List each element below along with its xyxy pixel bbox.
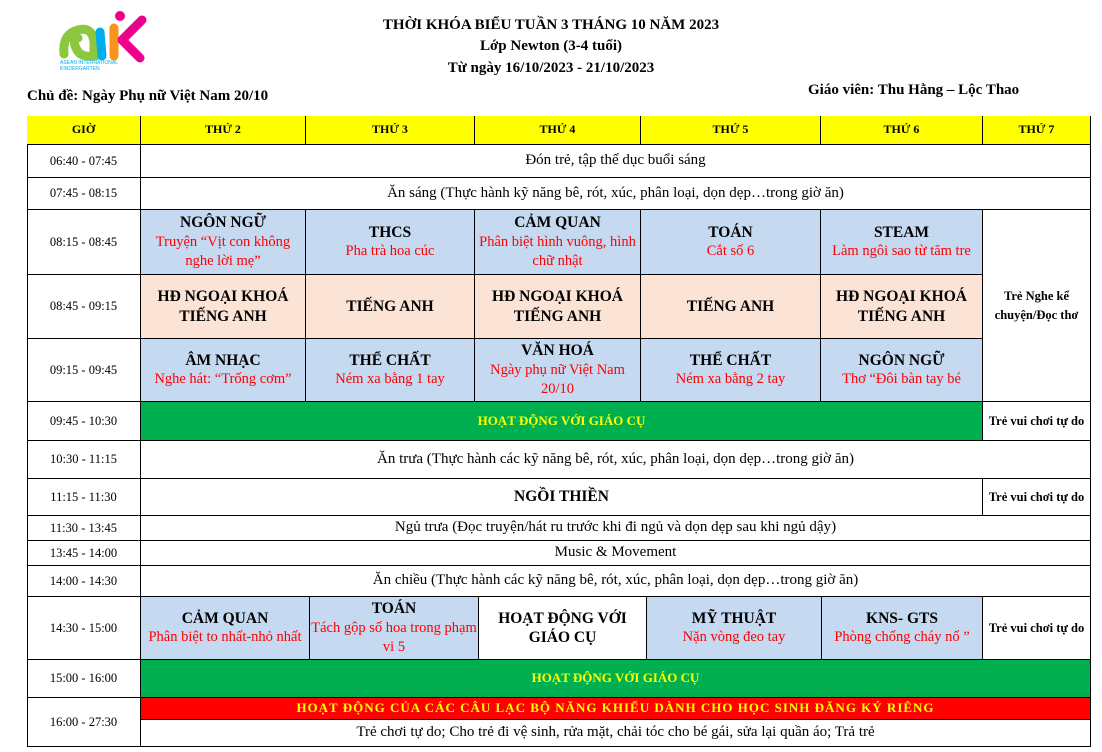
activity-subject: THỂ CHẤT — [689, 351, 772, 369]
activity-subject: THCS — [368, 223, 412, 241]
activity-subject: ÂM NHẠC — [185, 351, 261, 369]
logo-tagline-1: ASEAN INTERNATIONAL — [60, 60, 118, 66]
activity-detail: Ngày phụ nữ Việt Nam 20/10 — [490, 361, 625, 397]
time-cell: 16:00 - 27:30 — [27, 698, 141, 747]
activity-detail: Phân biệt hình vuông, hình chữ nhật — [479, 233, 636, 269]
activity-cell — [641, 339, 821, 402]
header-sat: THỨ 7 — [983, 116, 1091, 145]
activity-detail: Phòng chống cháy nổ ” — [834, 629, 970, 646]
time-cell: 14:30 - 15:00 — [27, 597, 141, 660]
time-cell: 06:40 - 07:45 — [27, 145, 141, 178]
activity-subject: VĂN HOÁ — [521, 342, 594, 360]
activity-cell — [822, 597, 983, 660]
manipulatives-bar: HOẠT ĐỘNG VỚI GIÁO CỤ — [141, 660, 1091, 698]
activity-detail: Pha trà hoa cúc — [345, 243, 435, 260]
activity-detail: Làm ngôi sao từ tăm tre — [832, 243, 971, 260]
activity-detail: Truyện “Vịt con không nghe lời mẹ” — [155, 233, 291, 269]
meditation-cell: NGỒI THIỀN — [141, 479, 983, 516]
english-cell: HĐ NGOẠI KHOÁ TIẾNG ANH — [475, 275, 641, 339]
activity-detail: Phân biệt to nhất-nhỏ nhất — [148, 629, 302, 646]
row-afternoon-snack: Ăn chiều (Thực hành các kỹ năng bê, rót, xúc, phân loại, dọn dẹp…trong giờ ăn) — [141, 566, 1091, 597]
time-cell: 09:45 - 10:30 — [27, 402, 141, 441]
activity-subject: TOÁN — [371, 600, 417, 618]
english-cell: HĐ NGOẠI KHOÁ TIẾNG ANH — [821, 275, 983, 339]
activity-detail: Ném xa bằng 2 tay — [675, 371, 786, 388]
manipulatives-bar: HOẠT ĐỘNG VỚI GIÁO CỤ — [141, 402, 983, 441]
row-free-play-pickup: Trẻ chơi tự do; Cho trẻ đi vệ sinh, rửa mặt, chải tóc cho bé gái, sửa lại quần áo; Trả trẻ — [141, 720, 1091, 747]
activity-cell — [641, 210, 821, 275]
activity-subject: THỂ CHẤT — [349, 351, 431, 369]
clubs-bar: HOẠT ĐỘNG CỦA CÁC CÂU LẠC BỘ NĂNG KHIẾU DÀNH CHO HỌC SINH ĐĂNG KÝ RIÊNG — [141, 698, 1091, 720]
activity-cell — [141, 210, 306, 275]
activity-detail: Ném xa bằng 1 tay — [335, 371, 445, 388]
row-nap: Ngủ trưa (Đọc truyện/hát ru trước khi đi ngủ và dọn dẹp sau khi ngủ dậy) — [141, 516, 1091, 541]
activity-subject: KNS- GTS — [866, 609, 938, 627]
english-cell: HĐ NGOẠI KHOÁ TIẾNG ANH — [141, 275, 306, 339]
header-tue: THỨ 3 — [306, 116, 475, 145]
activity-subject: HOẠT ĐỘNG VỚI GIÁO CỤ — [498, 609, 627, 646]
time-cell: 14:00 - 14:30 — [27, 566, 141, 597]
activity-subject: NGÔN NGỮ — [858, 351, 945, 369]
saturday-morning-cell: Trẻ Nghe kể chuyện/Đọc thơ — [983, 210, 1091, 402]
header-thu: THỨ 5 — [641, 116, 821, 145]
activity-cell — [479, 597, 647, 660]
row-music-movement: Music & Movement — [141, 541, 1091, 566]
activity-cell — [310, 597, 479, 660]
activity-detail: Thơ “Đôi bàn tay bé — [842, 371, 961, 388]
activity-subject: STEAM — [873, 223, 930, 241]
time-cell: 11:15 - 11:30 — [27, 479, 141, 516]
time-cell: 09:15 - 09:45 — [27, 339, 141, 402]
time-cell: 08:15 - 08:45 — [27, 210, 141, 275]
activity-detail: Cắt số 6 — [706, 243, 755, 260]
teacher-label: Giáo viên: Thu Hằng – Lộc Thao — [808, 82, 1020, 98]
activity-cell — [647, 597, 822, 660]
time-cell: 07:45 - 08:15 — [27, 178, 141, 210]
activity-subject: CẢM QUAN — [181, 609, 269, 627]
time-cell: 11:30 - 13:45 — [27, 516, 141, 541]
time-cell: 08:45 - 09:15 — [27, 275, 141, 339]
activity-subject: NGÔN NGỮ — [180, 214, 266, 232]
english-cell: TIẾNG ANH — [306, 275, 475, 339]
activity-subject: TOÁN — [708, 223, 753, 241]
activity-cell — [821, 339, 983, 402]
schedule-title: THỜI KHÓA BIỂU TUẦN 3 THÁNG 10 NĂM 2023 — [382, 17, 720, 33]
time-cell: 13:45 - 14:00 — [27, 541, 141, 566]
time-cell: 10:30 - 11:15 — [27, 441, 141, 479]
row-breakfast: Ăn sáng (Thực hành kỹ năng bê, rót, xúc, phân loại, dọn dẹp…trong giờ ăn) — [141, 178, 1091, 210]
time-cell: 15:00 - 16:00 — [27, 660, 141, 698]
activity-detail: Nghe hát: “Trống cơm” — [154, 371, 292, 388]
row-lunch: Ăn trưa (Thực hành các kỹ năng bê, rót, xúc, phân loại, dọn dẹp…trong giờ ăn) — [141, 441, 1091, 479]
saturday-free-play: Trẻ vui chơi tự do — [983, 479, 1091, 516]
activity-cell — [306, 210, 475, 275]
saturday-free-play: Trẻ vui chơi tự do — [983, 597, 1091, 660]
header-mon: THỨ 2 — [141, 116, 306, 145]
class-name: Lớp Newton (3-4 tuổi) — [479, 38, 623, 54]
activity-cell — [475, 339, 641, 402]
english-cell: TIẾNG ANH — [641, 275, 821, 339]
activity-cell — [141, 339, 306, 402]
activity-detail: Nặn vòng đeo tay — [682, 629, 786, 646]
header-time: GIỜ — [27, 116, 141, 145]
topic-label: Chủ đề: Ngày Phụ nữ Việt Nam 20/10 — [27, 88, 269, 104]
header-fri: THỨ 6 — [821, 116, 983, 145]
activity-detail: Tách gộp số hoa trong phạm vi 5 — [311, 619, 477, 655]
header-wed: THỨ 4 — [475, 116, 641, 145]
activity-cell — [306, 339, 475, 402]
logo-tagline-2: KINDERGARTEN — [60, 66, 100, 72]
row-reception: Đón trẻ, tập thể dục buổi sáng — [141, 145, 1091, 178]
activity-cell — [821, 210, 983, 275]
saturday-free-play: Trẻ vui chơi tự do — [983, 402, 1091, 441]
date-range: Từ ngày 16/10/2023 - 21/10/2023 — [447, 60, 655, 76]
activity-cell — [475, 210, 641, 275]
activity-cell — [141, 597, 310, 660]
activity-subject: CẢM QUAN — [514, 214, 601, 232]
activity-subject: MỸ THUẬT — [691, 609, 777, 627]
